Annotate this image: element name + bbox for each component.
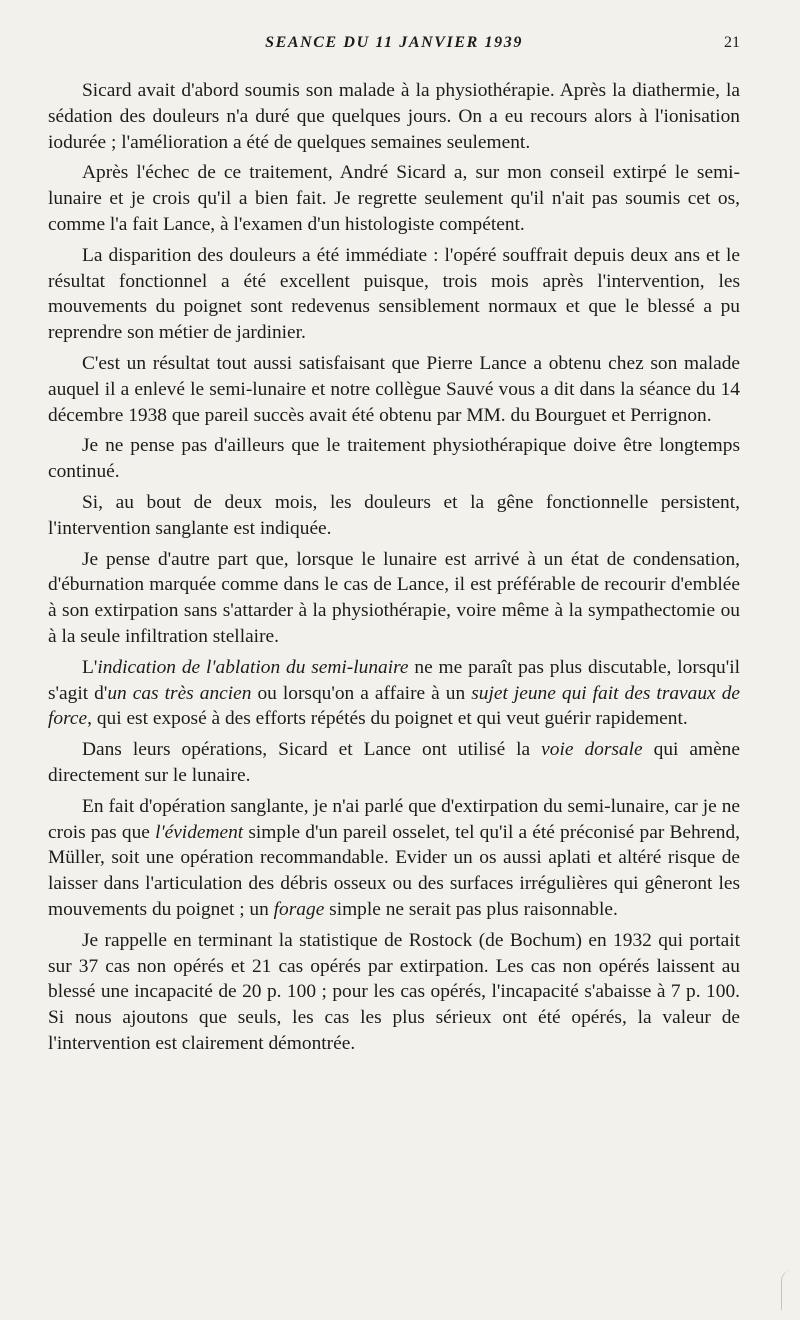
text-segment: Je ne pense pas d'ailleurs que le traitement physiothérapique doive être longtemps continué. [48,435,740,483]
paragraph [48,928,740,1057]
text-segment: , qui est exposé à des efforts répétés du poignet et qui veut guérir rapidement. [87,708,688,730]
header-title: SEANCE DU 11 JANVIER 1939 [265,34,523,51]
text-segment: Si, au bout de deux mois, les douleurs et la gêne fonctionnelle persistent, l'intervention sanglante est indiquée. [48,491,740,539]
paragraph [48,547,740,650]
body-text [48,78,740,1062]
text-segment: ne me paraît pas plus discutable, lorsqu'il s'agit d' [48,656,740,704]
paragraph [48,160,740,237]
paragraph [48,243,740,346]
text-segment: Après l'échec de ce traitement, André Sicard a, sur mon conseil extirpé le semi-lunaire et je crois qu'il a bien fait. Je regrette seulement qu'il n'ait pas soumis cet os, comme l'a fait Lance, à l'examen d'un histologiste compétent. [48,162,740,235]
italic-text: sujet jeune qui fait des travaux de force [48,682,740,730]
page-number: 21 [724,34,740,51]
text-segment: L' [82,656,98,678]
text-segment: ou lorsqu'on a affaire à un [251,682,472,704]
italic-text: forage [273,898,325,920]
paragraph [48,78,740,155]
text-segment: En fait d'opération sanglante, je n'ai parlé que d'extirpation du semi-lunaire, car je ne crois pas que [48,795,740,843]
italic-text: l'évidement [155,821,244,843]
paragraph [48,351,740,428]
paragraph [48,490,740,542]
italic-text: un cas très ancien [107,682,252,704]
italic-text: voie dorsale [541,739,643,761]
text-segment: Sicard avait d'abord soumis son malade à la physiothérapie. Après la diathermie, la sédation des douleurs n'a duré que quelques jours. On a eu recours alors à l'ionisation iodurée ; l'amélioration a été de quelques semaines seulement. [48,80,740,153]
page-edge-curl [781,1270,792,1310]
text-segment: La disparition des douleurs a été immédiate : l'opéré souffrait depuis deux ans et le résultat fonctionnel a été excellent puisque, trois mois après l'intervention, les mouvements du poignet sont redevenus sensiblement normaux et que le blessé a pu reprendre son métier de jardinier. [48,244,740,344]
text-segment: simple d'un pareil osselet, tel qu'il a été préconisé par Behrend, Müller, soit une opération recommandable. Evider un os aussi aplati et altéré risque de laisser dans l'articulation des débris osseux ou des surfaces irrégulières qui gêneront les mouvements du poignet ; un [48,821,740,920]
text-segment: Je pense d'autre part que, lorsque le lunaire est arrivé à un état de condensation, d'éburnation marquée comme dans le cas de Lance, il est préférable de recourir d'emblée à son extirpation sans s'attarder à la physiothérapie, voire même à la sympathectomie ou à la seule infiltration stellaire. [48,548,740,647]
running-header [48,34,740,58]
paragraph [48,737,740,789]
paragraph [48,655,740,732]
paragraph [48,433,740,485]
text-segment: Je rappelle en terminant la statistique de Rostock (de Bochum) en 1932 qui portait sur 37 cas non opérés et 21 cas opérés par extirpation. Les cas non opérés laissent au blessé une incapacité de 20 p. 100 ; pour les cas opérés, l'incapacité s'abaisse à 7 p. 100. Si nous ajoutons que seuls, les cas les plus sérieux ont été opérés, la valeur de l'intervention est clairement démontrée. [48,929,740,1054]
italic-text: indication de l'ablation du semi-lunaire [97,656,409,678]
text-segment: qui amène directement sur le lunaire. [48,739,740,786]
text-segment: simple ne serait pas plus raisonnable. [324,898,618,920]
text-segment: Dans leurs opérations, Sicard et Lance ont utilisé la [82,739,542,761]
text-segment: C'est un résultat tout aussi satisfaisant que Pierre Lance a obtenu chez son malade auquel il a enlevé le semi-lunaire et notre collègue Sauvé vous a dit dans la séance du 14 décembre 1938 que pareil succès avait été obtenu par MM. du Bourguet et Perrignon. [48,352,740,426]
paragraph [48,794,740,923]
